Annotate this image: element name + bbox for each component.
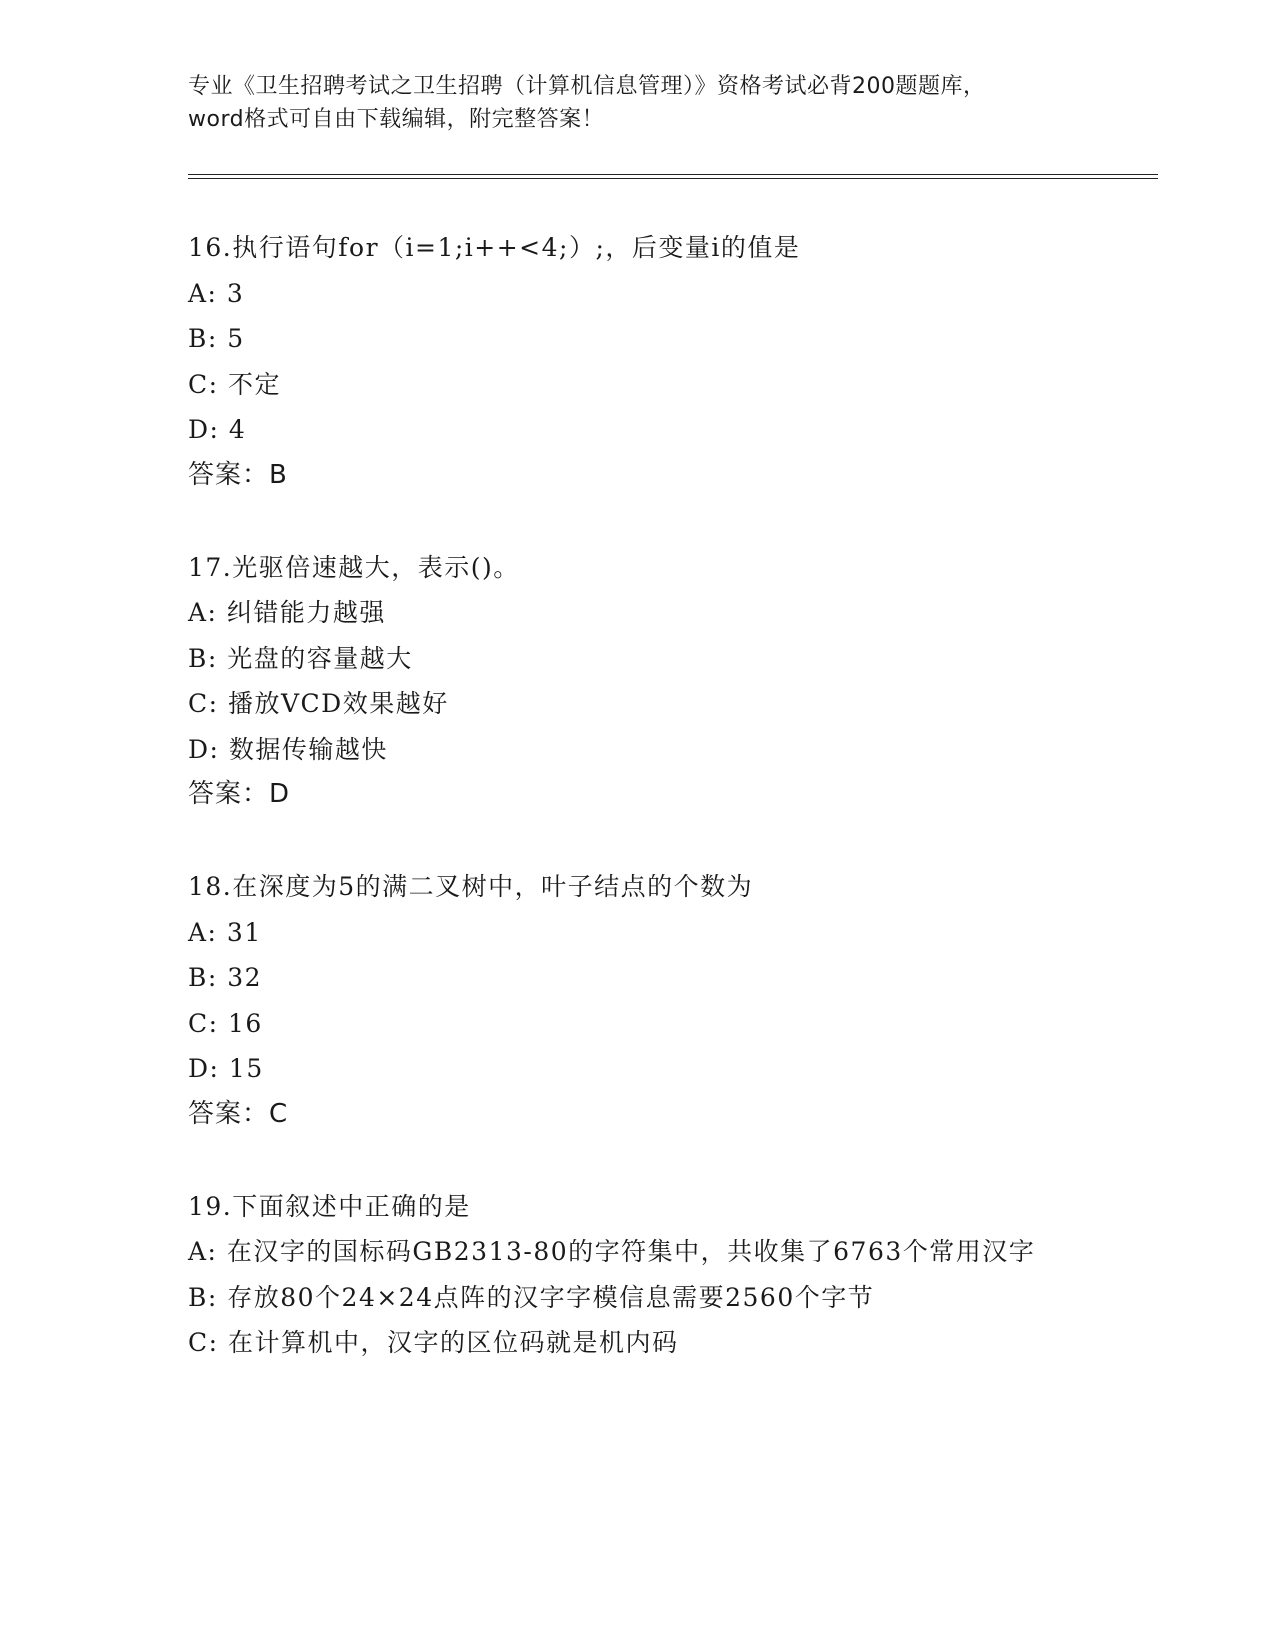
option-c: C: 播放VCD效果越好	[188, 689, 449, 718]
option-d: D: 4	[188, 415, 247, 444]
question-list	[188, 225, 1148, 1366]
option-a: A: 3	[188, 278, 245, 308]
option-b: B: 存放80个24×24点阵的汉字字模信息需要2560个字节	[188, 1282, 875, 1312]
header-divider	[188, 174, 1158, 179]
option-b: B: 32	[188, 963, 263, 992]
question-stem: 16.执行语句for（i=1;i++<4;）;，后变量i的值是	[188, 233, 801, 262]
option-d: D: 15	[188, 1054, 264, 1083]
question-18	[188, 864, 1148, 1137]
option-a: A: 在汉字的国标码GB2313-80的字符集中，共收集了6763个常用汉字	[188, 1237, 1036, 1266]
question-stem: 17.光驱倍速越大，表示()。	[188, 552, 520, 582]
header-line-1: 专业《卫生招聘考试之卫生招聘（计算机信息管理）》资格考试必背200题题库，	[188, 74, 986, 99]
option-a: A: 31	[188, 917, 262, 947]
question-16	[188, 225, 1148, 498]
question-17	[188, 545, 1148, 818]
option-c: C: 在计算机中，汉字的区位码就是机内码	[188, 1328, 679, 1357]
header-line-2: word格式可自由下载编辑，附完整答案！	[188, 107, 605, 132]
option-c: C: 不定	[188, 369, 281, 399]
option-a: A: 纠错能力越强	[188, 598, 386, 627]
option-b: B: 5	[188, 324, 245, 353]
answer-line: 答案：C	[188, 1098, 289, 1129]
answer-line: 答案：B	[188, 459, 288, 490]
option-c: C: 16	[188, 1008, 263, 1038]
answer-line: 答案：D	[188, 779, 291, 809]
document-header	[188, 70, 1148, 136]
option-d: D: 数据传输越快	[188, 734, 388, 764]
question-19	[188, 1184, 1148, 1366]
question-stem: 19.下面叙述中正确的是	[188, 1191, 471, 1221]
option-b: B: 光盘的容量越大	[188, 643, 413, 673]
document-page	[188, 70, 1148, 1413]
question-stem: 18.在深度为5的满二叉树中，叶子结点的个数为	[188, 872, 754, 901]
